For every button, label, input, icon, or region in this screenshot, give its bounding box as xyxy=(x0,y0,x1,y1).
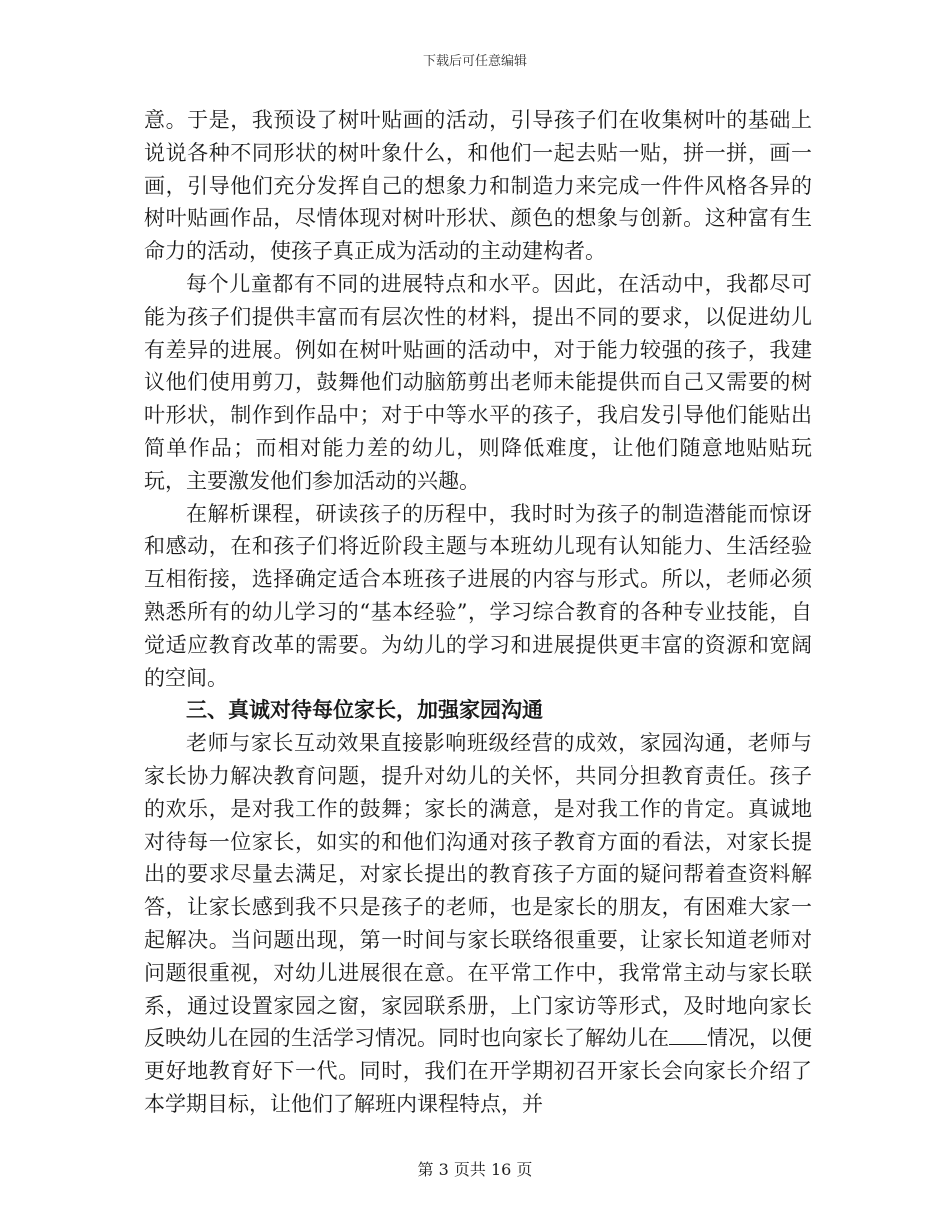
paragraph-4-part-2: 情况，以便更好地教育好下一代。同时，我们在开学期初召开家长会向家长介绍了本学期目标，让他们了解班内课程特点，并 xyxy=(144,1026,812,1116)
section-heading: 三、真诚对待每位家长，加强家园沟通 xyxy=(186,697,543,723)
paragraph-4 xyxy=(144,727,812,1121)
paragraph-4-part-1: 老师与家长互动效果直接影响班级经营的成效，家园沟通，老师与家长协力解决教育问题，提升对幼儿的关怀，共同分担教育责任。孩子的欢乐，是对我工作的鼓舞；家长的满意，是对我工作的肯定。真诚地对待每一位家长，如实的和他们沟通对孩子教育方面的看法，对家长提出的要求尽量去满足，对家长提出的教育孩子方面的疑问帮着查资料解答，让家长感到我不只是孩子的老师，也是家长的朋友，有困难大家一起解决。当问题出现，第一时间与家长联络很重要，让家长知道老师对问题很重视，对幼儿进展很在意。在平常工作中，我常常主动与家长联系，通过设置家园之窗，家园联系册，上门家访等形式，及时地向家长反映幼儿在园的生活学习情况。同时也向家长了解幼儿在 xyxy=(144,731,812,1051)
fill-in-blank xyxy=(669,1025,707,1045)
page-footer: 第 3 页共 16 页 xyxy=(417,1160,533,1179)
paragraph-3: 在解析课程，研读孩子的历程中，我时时为孩子的制造潜能而惊讶和感动，在和孩子们将近阶段主题与本班幼儿现有认知能力、生活经验互相衔接，选择确定适合本班孩子进展的内容与形式。所以，老师必须熟悉所有的幼儿学习的“基本经验”，学习综合教育的各种专业技能，自觉适应教育改革的需要。为幼儿的学习和进展提供更丰富的资源和宽阔的空间。 xyxy=(144,501,812,690)
paragraph-1: 意。于是，我预设了树叶贴画的活动，引导孩子们在收集树叶的基础上说说各种不同形状的树叶象什么，和他们一起去贴一贴，拼一拼，画一画，引导他们充分发挥自己的想象力和制造力来完成一件件风格各异的树叶贴画作品，尽情体现对树叶形状、颜色的想象与创新。这种富有生命力的活动，使孩子真正成为活动的主动建构者。 xyxy=(144,108,812,264)
document-body xyxy=(144,104,812,1121)
paragraph-2: 每个儿童都有不同的进展特点和水平。因此，在活动中，我都尽可能为孩子们提供丰富而有层次性的材料，提出不同的要求，以促进幼儿有差异的进展。例如在树叶贴画的活动中，对于能力较强的孩子，我建议他们使用剪刀，鼓舞他们动脑筋剪出老师未能提供而自己又需要的树叶形状，制作到作品中；对于中等水平的孩子，我启发引导他们能贴出简单作品；而相对能力差的幼儿，则降低难度，让他们随意地贴贴玩玩，主要激发他们参加活动的兴趣。 xyxy=(144,271,812,493)
page-header: 下载后可任意编辑 xyxy=(422,54,527,69)
